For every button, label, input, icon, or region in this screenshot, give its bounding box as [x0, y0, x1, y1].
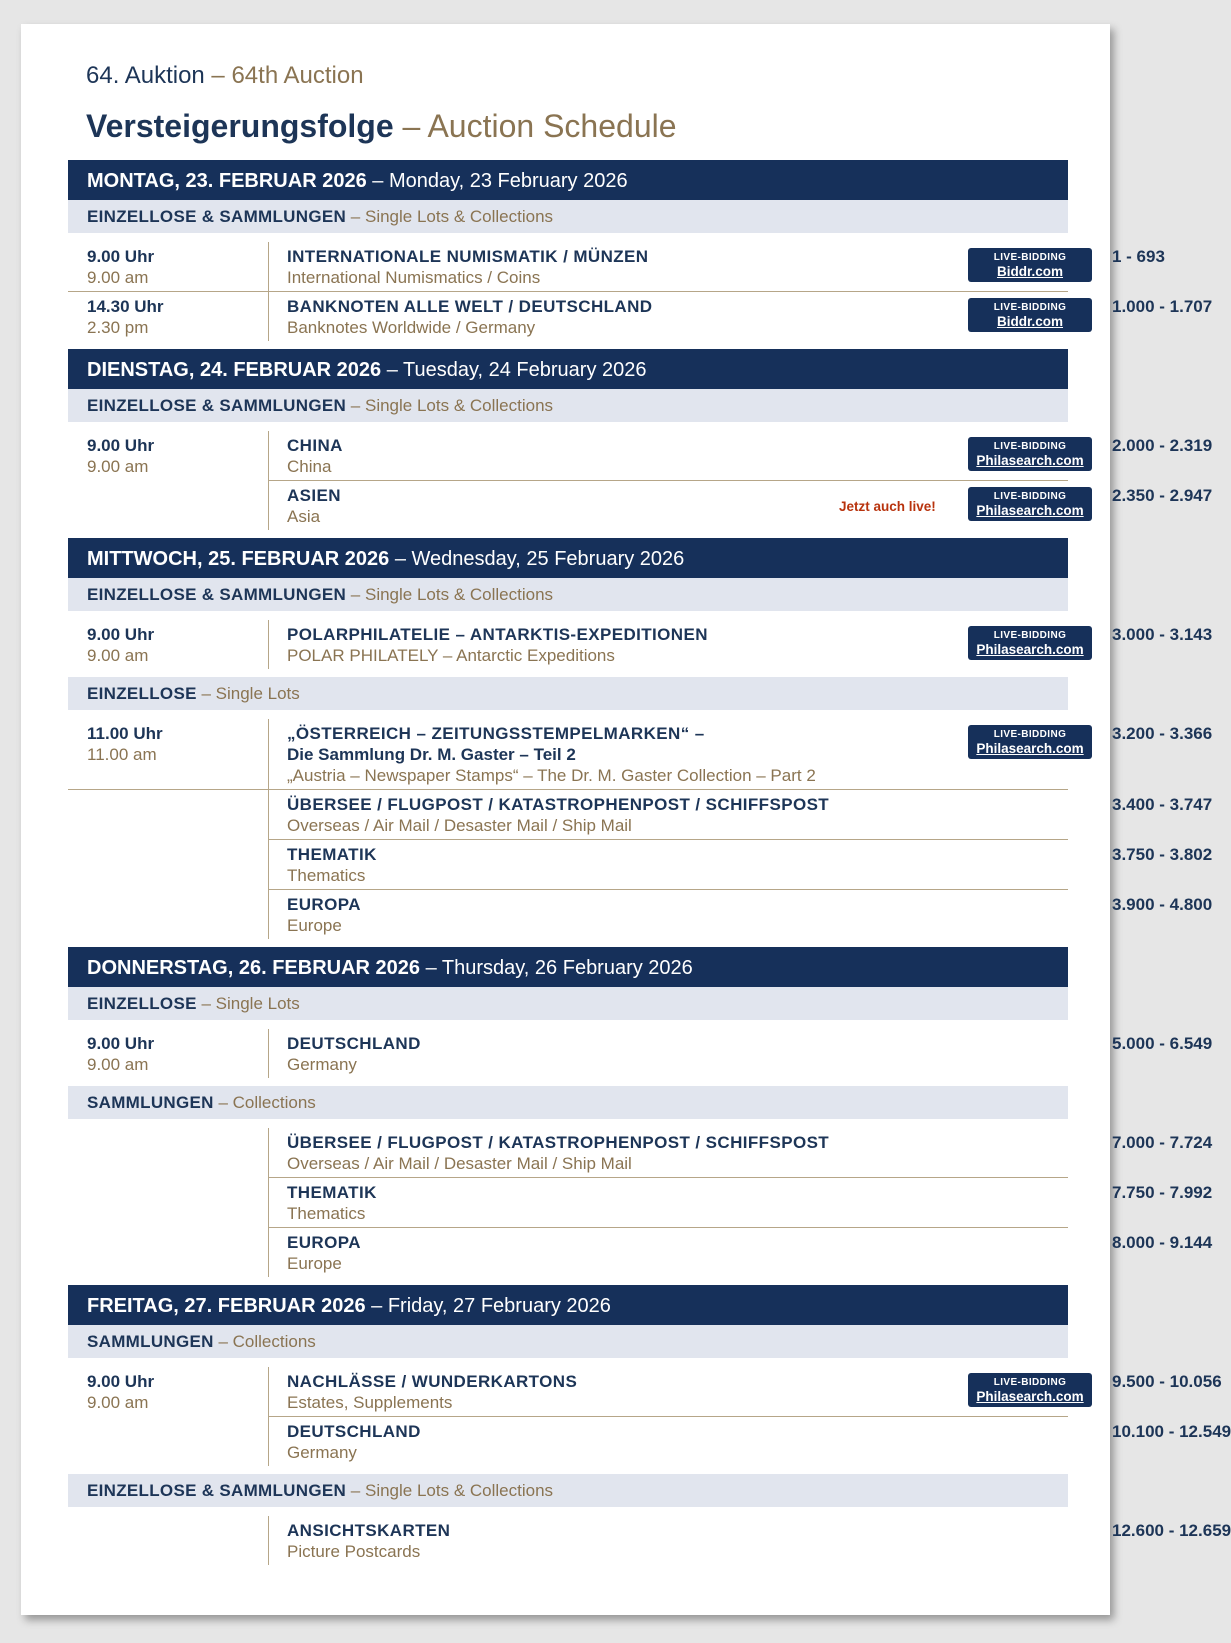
lot-range: 5.000 - 6.549 [1112, 1034, 1213, 1053]
category-en: Collections [232, 1093, 316, 1112]
badge-label[interactable]: LIVE-BIDDING [993, 441, 1067, 452]
time-de: 11.00 Uhr [87, 724, 163, 743]
day-header [68, 538, 1068, 578]
session-row [68, 1178, 1213, 1227]
live-bidding-badge[interactable] [968, 1373, 1092, 1407]
session-title-de: ÜBERSEE / FLUGPOST / KATASTROPHENPOST / SCHIFFSPOST [287, 795, 830, 814]
category-de: EINZELLOSE & SAMMLUNGEN [87, 396, 347, 415]
session-list [68, 233, 1213, 349]
session-list [68, 1507, 1231, 1573]
category-de: EINZELLOSE & SAMMLUNGEN [87, 207, 347, 226]
day-header [68, 349, 1068, 389]
category-en: Single Lots [215, 994, 300, 1013]
badge-link[interactable]: Philasearch.com [976, 741, 1084, 756]
lot-range: 3.000 - 3.143 [1112, 625, 1213, 644]
session-body [268, 790, 1213, 839]
session-time [68, 431, 268, 480]
day-header-en: Wednesday, 25 February 2026 [411, 548, 685, 570]
session-title-de: DEUTSCHLAND [287, 1422, 421, 1441]
session-row [68, 1367, 1222, 1416]
lot-range: 3.400 - 3.747 [1112, 795, 1213, 814]
session-title-de: BANKNOTEN ALLE WELT / DEUTSCHLAND [287, 297, 653, 316]
session-title-en: Banknotes Worldwide / Germany [287, 318, 536, 337]
category-de: SAMMLUNGEN [87, 1332, 214, 1351]
badge-link[interactable]: Biddr.com [996, 264, 1063, 279]
category-bar [68, 389, 1068, 422]
session-body [268, 620, 1213, 669]
category-en: Single Lots & Collections [364, 585, 554, 604]
session-body [268, 1417, 1231, 1466]
category-sep: – [196, 994, 216, 1013]
day-header-sep: – [389, 548, 412, 570]
session-title-de: „ÖSTERREICH – ZEITUNGSSTEMPELMARKEN“ – [287, 724, 705, 743]
session-list [68, 422, 1213, 538]
category-sep: – [346, 396, 365, 415]
session-title-de: NACHLÄSSE / WUNDERKARTONS [287, 1372, 578, 1391]
session-row [68, 431, 1213, 480]
day-header-de: FREITAG, 27. FEBRUAR 2026 [87, 1295, 366, 1317]
session-body [268, 431, 1213, 480]
time-en: 9.00 am [87, 1055, 149, 1074]
badge-label[interactable]: LIVE-BIDDING [993, 729, 1067, 740]
time-de: 9.00 Uhr [87, 1034, 155, 1053]
session-title-en: Thematics [287, 1204, 366, 1223]
category-sep: – [346, 207, 365, 226]
session-title-de: DEUTSCHLAND [287, 1034, 421, 1053]
day-header-sep: – [366, 170, 389, 192]
page-title [86, 108, 677, 145]
session-row [68, 292, 1213, 341]
live-bidding-badge[interactable] [968, 248, 1092, 282]
auction-number-sep: – [204, 62, 232, 89]
live-bidding-badge[interactable] [968, 487, 1092, 521]
session-title-en: Picture Postcards [287, 1542, 421, 1561]
session-time [68, 1178, 268, 1227]
session-time [68, 890, 268, 939]
category-sep: – [346, 585, 365, 604]
session-title-de: ANSICHTSKARTEN [287, 1521, 451, 1540]
category-bar [68, 200, 1068, 233]
session-body [268, 890, 1213, 939]
lot-range: 3.200 - 3.366 [1112, 724, 1213, 743]
session-time [68, 1128, 268, 1177]
lot-range: 10.100 - 12.549 [1112, 1422, 1231, 1441]
live-bidding-badge[interactable] [968, 437, 1092, 471]
lot-range: 1.000 - 1.707 [1112, 297, 1213, 316]
session-time [68, 292, 268, 341]
session-title-en: POLAR PHILATELY – Antarctic Expeditions [287, 646, 615, 665]
session-title-de: INTERNATIONALE NUMISMATIK / MÜNZEN [287, 247, 649, 266]
badge-link[interactable]: Philasearch.com [976, 453, 1084, 468]
session-body [268, 1178, 1213, 1227]
time-en: 9.00 am [87, 646, 149, 665]
session-row [68, 1029, 1213, 1078]
badge-label[interactable]: LIVE-BIDDING [993, 1377, 1067, 1388]
lot-range: 1 - 693 [1112, 247, 1165, 266]
session-title-en: Estates, Supplements [287, 1393, 453, 1412]
category-en: Collections [232, 1332, 316, 1351]
session-time [68, 1029, 268, 1078]
lot-range: 2.350 - 2.947 [1112, 486, 1213, 505]
session-body [268, 840, 1213, 889]
session-row [68, 1417, 1231, 1466]
session-title-en: Asia [287, 507, 321, 526]
session-body [268, 1029, 1213, 1078]
badge-link[interactable]: Philasearch.com [976, 642, 1084, 657]
lot-range: 7.000 - 7.724 [1112, 1133, 1213, 1152]
session-title-en: Europe [287, 1254, 342, 1273]
session-title-de-line2: Die Sammlung Dr. M. Gaster – Teil 2 [287, 745, 576, 764]
lot-range: 7.750 - 7.992 [1112, 1183, 1213, 1202]
session-row [68, 790, 1213, 839]
lot-range: 3.900 - 4.800 [1112, 895, 1213, 914]
session-title-de: EUROPA [287, 1233, 361, 1252]
session-list [68, 710, 1213, 947]
live-bidding-badge[interactable] [968, 298, 1092, 332]
category-bar [68, 987, 1068, 1020]
session-row [68, 1516, 1231, 1565]
badge-label[interactable]: LIVE-BIDDING [993, 491, 1067, 502]
category-sep: – [213, 1332, 233, 1351]
session-row [68, 481, 1213, 530]
session-list [68, 611, 1213, 677]
category-de: SAMMLUNGEN [87, 1093, 214, 1112]
session-title-en: Overseas / Air Mail / Desaster Mail / Ship Mail [287, 1154, 632, 1173]
session-list [68, 1020, 1213, 1086]
live-bidding-badge[interactable] [968, 626, 1092, 660]
session-body [268, 1516, 1231, 1565]
session-row [68, 719, 1213, 789]
category-sep: – [213, 1093, 233, 1112]
session-body [268, 1367, 1222, 1416]
session-body [268, 292, 1213, 341]
page-sheet [21, 24, 1231, 1615]
session-title-en: Germany [287, 1055, 357, 1074]
session-body [268, 481, 1213, 530]
day-header-sep: – [381, 359, 404, 381]
day-header-en: Monday, 23 February 2026 [388, 170, 628, 192]
session-time [68, 1417, 268, 1466]
session-title-en: Overseas / Air Mail / Desaster Mail / Ship Mail [287, 816, 632, 835]
category-de: EINZELLOSE [87, 684, 197, 703]
day-header-en: Tuesday, 24 February 2026 [403, 359, 647, 381]
time-en: 9.00 am [87, 457, 149, 476]
lot-range: 8.000 - 9.144 [1112, 1233, 1213, 1252]
category-en: Single Lots & Collections [364, 1481, 554, 1500]
category-sep: – [196, 684, 216, 703]
category-de: EINZELLOSE & SAMMLUNGEN [87, 1481, 347, 1500]
session-title-de: EUROPA [287, 895, 361, 914]
session-body [268, 242, 1165, 291]
session-time [68, 1367, 268, 1416]
day-header [68, 947, 1068, 987]
category-de: EINZELLOSE [87, 994, 197, 1013]
lot-range: 12.600 - 12.659 [1112, 1521, 1231, 1540]
session-title-de: POLARPHILATELIE – ANTARKTIS-EXPEDITIONEN [287, 625, 708, 644]
session-time [68, 620, 268, 669]
session-title-en: China [287, 457, 332, 476]
day-header-sep: – [420, 957, 442, 979]
category-en: Single Lots & Collections [364, 207, 554, 226]
auction-number [86, 62, 364, 90]
session-row [68, 890, 1213, 939]
auction-number-en: 64th Auction [231, 62, 364, 89]
auction-schedule [68, 160, 1231, 1573]
day-header-de: MITTWOCH, 25. FEBRUAR 2026 [87, 548, 390, 570]
badge-link[interactable]: Philasearch.com [976, 503, 1084, 518]
category-en: Single Lots [215, 684, 300, 703]
category-bar [68, 677, 1068, 710]
session-body [268, 1128, 1213, 1177]
lot-range: 9.500 - 10.056 [1112, 1372, 1222, 1391]
session-time [68, 481, 268, 530]
category-bar [68, 1086, 1068, 1119]
time-en: 11.00 am [87, 745, 157, 764]
day-header-de: DIENSTAG, 24. FEBRUAR 2026 [87, 359, 382, 381]
category-bar [68, 1474, 1068, 1507]
time-en: 9.00 am [87, 268, 149, 287]
time-de: 9.00 Uhr [87, 436, 155, 455]
auction-number-de: 64. Auktion [86, 62, 205, 89]
session-time [68, 242, 268, 291]
live-note: Jetzt auch live! [839, 499, 936, 514]
session-title-de: THEMATIK [287, 845, 377, 864]
time-de: 9.00 Uhr [87, 1372, 155, 1391]
time-en: 2.30 pm [87, 318, 149, 337]
session-row [68, 840, 1213, 889]
time-de: 14.30 Uhr [87, 297, 164, 316]
session-title-de: ÜBERSEE / FLUGPOST / KATASTROPHENPOST / SCHIFFSPOST [287, 1133, 830, 1152]
time-en: 9.00 am [87, 1393, 149, 1412]
page-title-de: Versteigerungsfolge [86, 108, 394, 144]
day-header-sep: – [365, 1295, 388, 1317]
session-time [68, 1516, 268, 1565]
session-title-de: THEMATIK [287, 1183, 377, 1202]
day-header-de: MONTAG, 23. FEBRUAR 2026 [87, 170, 367, 192]
session-time [68, 790, 268, 839]
badge-link[interactable]: Philasearch.com [976, 1389, 1084, 1404]
session-title-en: Thematics [287, 866, 366, 885]
session-title-en: International Numismatics / Coins [287, 268, 541, 287]
lot-range: 3.750 - 3.802 [1112, 845, 1213, 864]
category-bar [68, 1325, 1068, 1358]
day-header-en: Friday, 27 February 2026 [387, 1295, 611, 1317]
session-title-en: „Austria – Newspaper Stamps“ – The Dr. M. Gaster Collection – Part 2 [287, 766, 816, 785]
badge-label[interactable]: LIVE-BIDDING [993, 630, 1067, 641]
session-time [68, 1228, 268, 1277]
badge-link[interactable]: Biddr.com [996, 314, 1063, 329]
time-de: 9.00 Uhr [87, 247, 155, 266]
badge-label[interactable]: LIVE-BIDDING [993, 252, 1067, 263]
session-row [68, 620, 1213, 669]
time-de: 9.00 Uhr [87, 625, 155, 644]
session-row [68, 1128, 1213, 1177]
day-header [68, 1285, 1068, 1325]
category-sep: – [346, 1481, 365, 1500]
session-row [68, 1228, 1213, 1277]
day-header-de: DONNERSTAG, 26. FEBRUAR 2026 [87, 957, 421, 979]
category-de: EINZELLOSE & SAMMLUNGEN [87, 585, 347, 604]
session-title-de: ASIEN [287, 486, 341, 505]
session-time [68, 719, 268, 789]
session-list [68, 1119, 1213, 1285]
lot-range: 2.000 - 2.319 [1112, 436, 1213, 455]
session-title-en: Germany [287, 1443, 357, 1462]
session-title-de: CHINA [287, 436, 343, 455]
session-title-en: Europe [287, 916, 342, 935]
day-header-en: Thursday, 26 February 2026 [441, 957, 693, 979]
session-list [68, 1358, 1231, 1474]
session-body [268, 719, 1213, 789]
session-row [68, 242, 1165, 291]
category-bar [68, 578, 1068, 611]
session-time [68, 840, 268, 889]
live-bidding-badge[interactable] [968, 725, 1092, 759]
page-title-en: Auction Schedule [427, 108, 677, 144]
page-title-sep: – [393, 108, 428, 144]
category-en: Single Lots & Collections [364, 396, 554, 415]
day-header [68, 160, 1068, 200]
session-body [268, 1228, 1213, 1277]
badge-label[interactable]: LIVE-BIDDING [993, 302, 1067, 313]
